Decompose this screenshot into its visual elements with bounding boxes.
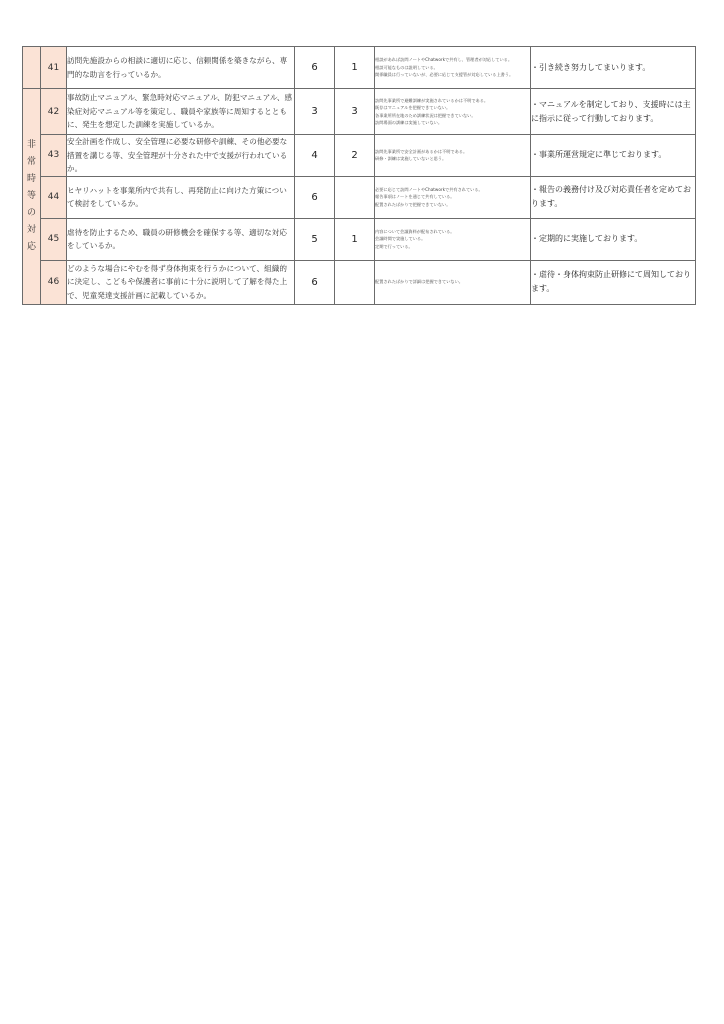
- question-text: 訪問先施設からの相談に適切に応じ、信頼関係を築きながら、専門的な助言を行っているか。: [67, 47, 295, 89]
- comment-line: 会議時間で実施している。: [375, 236, 426, 242]
- employee-comments: [375, 47, 531, 89]
- item-number: 41: [41, 47, 67, 89]
- no-count: 1: [335, 47, 375, 89]
- comment-line: 内容について会議資料が配布されている。: [375, 228, 455, 234]
- category-label: [23, 89, 41, 305]
- table-row: [23, 176, 696, 218]
- evaluation-table: [22, 46, 696, 305]
- category-char: の: [26, 207, 36, 218]
- comment-line: 配置されたばかりで詳細は把握できていない。: [375, 279, 463, 285]
- business-response: ・虐待・身体拘束防止研修にて周知しております。: [531, 260, 696, 304]
- business-response: ・事業所運営規定に準じております。: [531, 135, 696, 177]
- business-response: ・定期的に実施しております。: [531, 218, 696, 260]
- table-row: [23, 89, 696, 135]
- comment-line: 訪問先事業所で安全計画があるかは不明である。: [375, 148, 468, 154]
- category-char: 応: [26, 241, 36, 252]
- yes-count: 5: [295, 218, 335, 260]
- comment-line: 各事業所所在地のため訓練状況は把握できていない。: [375, 112, 476, 118]
- business-response: ・マニュアルを制定しており、支援時には主に指示に従って行動しております。: [531, 89, 696, 135]
- table-row: [23, 260, 696, 304]
- category-char: 非: [26, 139, 36, 150]
- no-count: [335, 176, 375, 218]
- employee-comments: [375, 218, 531, 260]
- employee-comments: [375, 176, 531, 218]
- question-text: 事故防止マニュアル、緊急時対応マニュアル、防犯マニュアル、感染症対応マニュアル等を策定し、職員や家族等に周知するとともに、発生を想定した訓練を実施しているか。: [67, 89, 295, 135]
- comment-line: 既存はマニュアルを把握できていない。: [375, 105, 451, 110]
- employee-comments: [375, 260, 531, 304]
- question-text: どのような場合にやむを得ず身体拘束を行うかについて、組織的に決定し、こどもや保護者に事前に十分に説明して了解を得た上で、児童発達支援計画に記載しているか。: [67, 260, 295, 304]
- yes-count: 3: [295, 89, 335, 135]
- business-response: ・引き続き努力してまいります。: [531, 47, 696, 89]
- yes-count: 6: [295, 176, 335, 218]
- no-count: 2: [335, 135, 375, 177]
- no-count: 1: [335, 218, 375, 260]
- yes-count: 6: [295, 47, 335, 89]
- comment-line: 配置されたばかりで把握できていない。: [375, 201, 451, 207]
- comment-line: 関係職員は行っていないが、必要に応じて支援管が対応している上書う。: [375, 72, 514, 78]
- table-row: [23, 47, 696, 89]
- question-text: 虐待を防止するため、職員の研修機会を確保する等、適切な対応をしているか。: [67, 218, 295, 260]
- table-row: [23, 218, 696, 260]
- comment-line: 必要に応じて訪問ノートやChatworkで共有されている。: [375, 186, 483, 192]
- yes-count: 6: [295, 260, 335, 304]
- item-number: 43: [41, 135, 67, 177]
- business-response: ・報告の義務付け及び対応責任者を定めております。: [531, 176, 696, 218]
- comment-line: 相談があれば訪問ノートやChatworkで共有し、管理者が対応している。: [375, 57, 513, 63]
- category-char: 時: [26, 173, 36, 184]
- comment-line: 相談可能なものは説明している。: [375, 64, 438, 70]
- comment-line: 定期で行っている。: [375, 243, 413, 249]
- no-count: [335, 260, 375, 304]
- category-char: 等: [26, 190, 36, 201]
- category-char: 常: [26, 156, 36, 167]
- employee-comments: [375, 89, 531, 135]
- question-text: 安全計画を作成し、安全管理に必要な研修や訓練、その他必要な措置を講じる等、安全管理が十分された中で支援が行われているか。: [67, 135, 295, 177]
- employee-comments: [375, 135, 531, 177]
- table-row: [23, 135, 696, 177]
- yes-count: 4: [295, 135, 335, 177]
- item-number: 42: [41, 89, 67, 135]
- item-number: 44: [41, 176, 67, 218]
- item-number: 46: [41, 260, 67, 304]
- comment-line: 訪問場面の訓練は実施していない。: [375, 120, 443, 125]
- comment-line: 研修・訓練は実施していないと思う。: [375, 156, 447, 162]
- comment-line: 報告事項はノートを通じて共有している。: [375, 194, 455, 200]
- item-number: 45: [41, 218, 67, 260]
- comment-line: 訪問先事業所で避難訓練が実施されているかは不明である。: [375, 97, 489, 103]
- category-cell-continued: [23, 47, 41, 89]
- question-text: ヒヤリハットを事業所内で共有し、再発防止に向けた方策について検討をしているか。: [67, 176, 295, 218]
- no-count: 3: [335, 89, 375, 135]
- category-char: 対: [26, 224, 36, 235]
